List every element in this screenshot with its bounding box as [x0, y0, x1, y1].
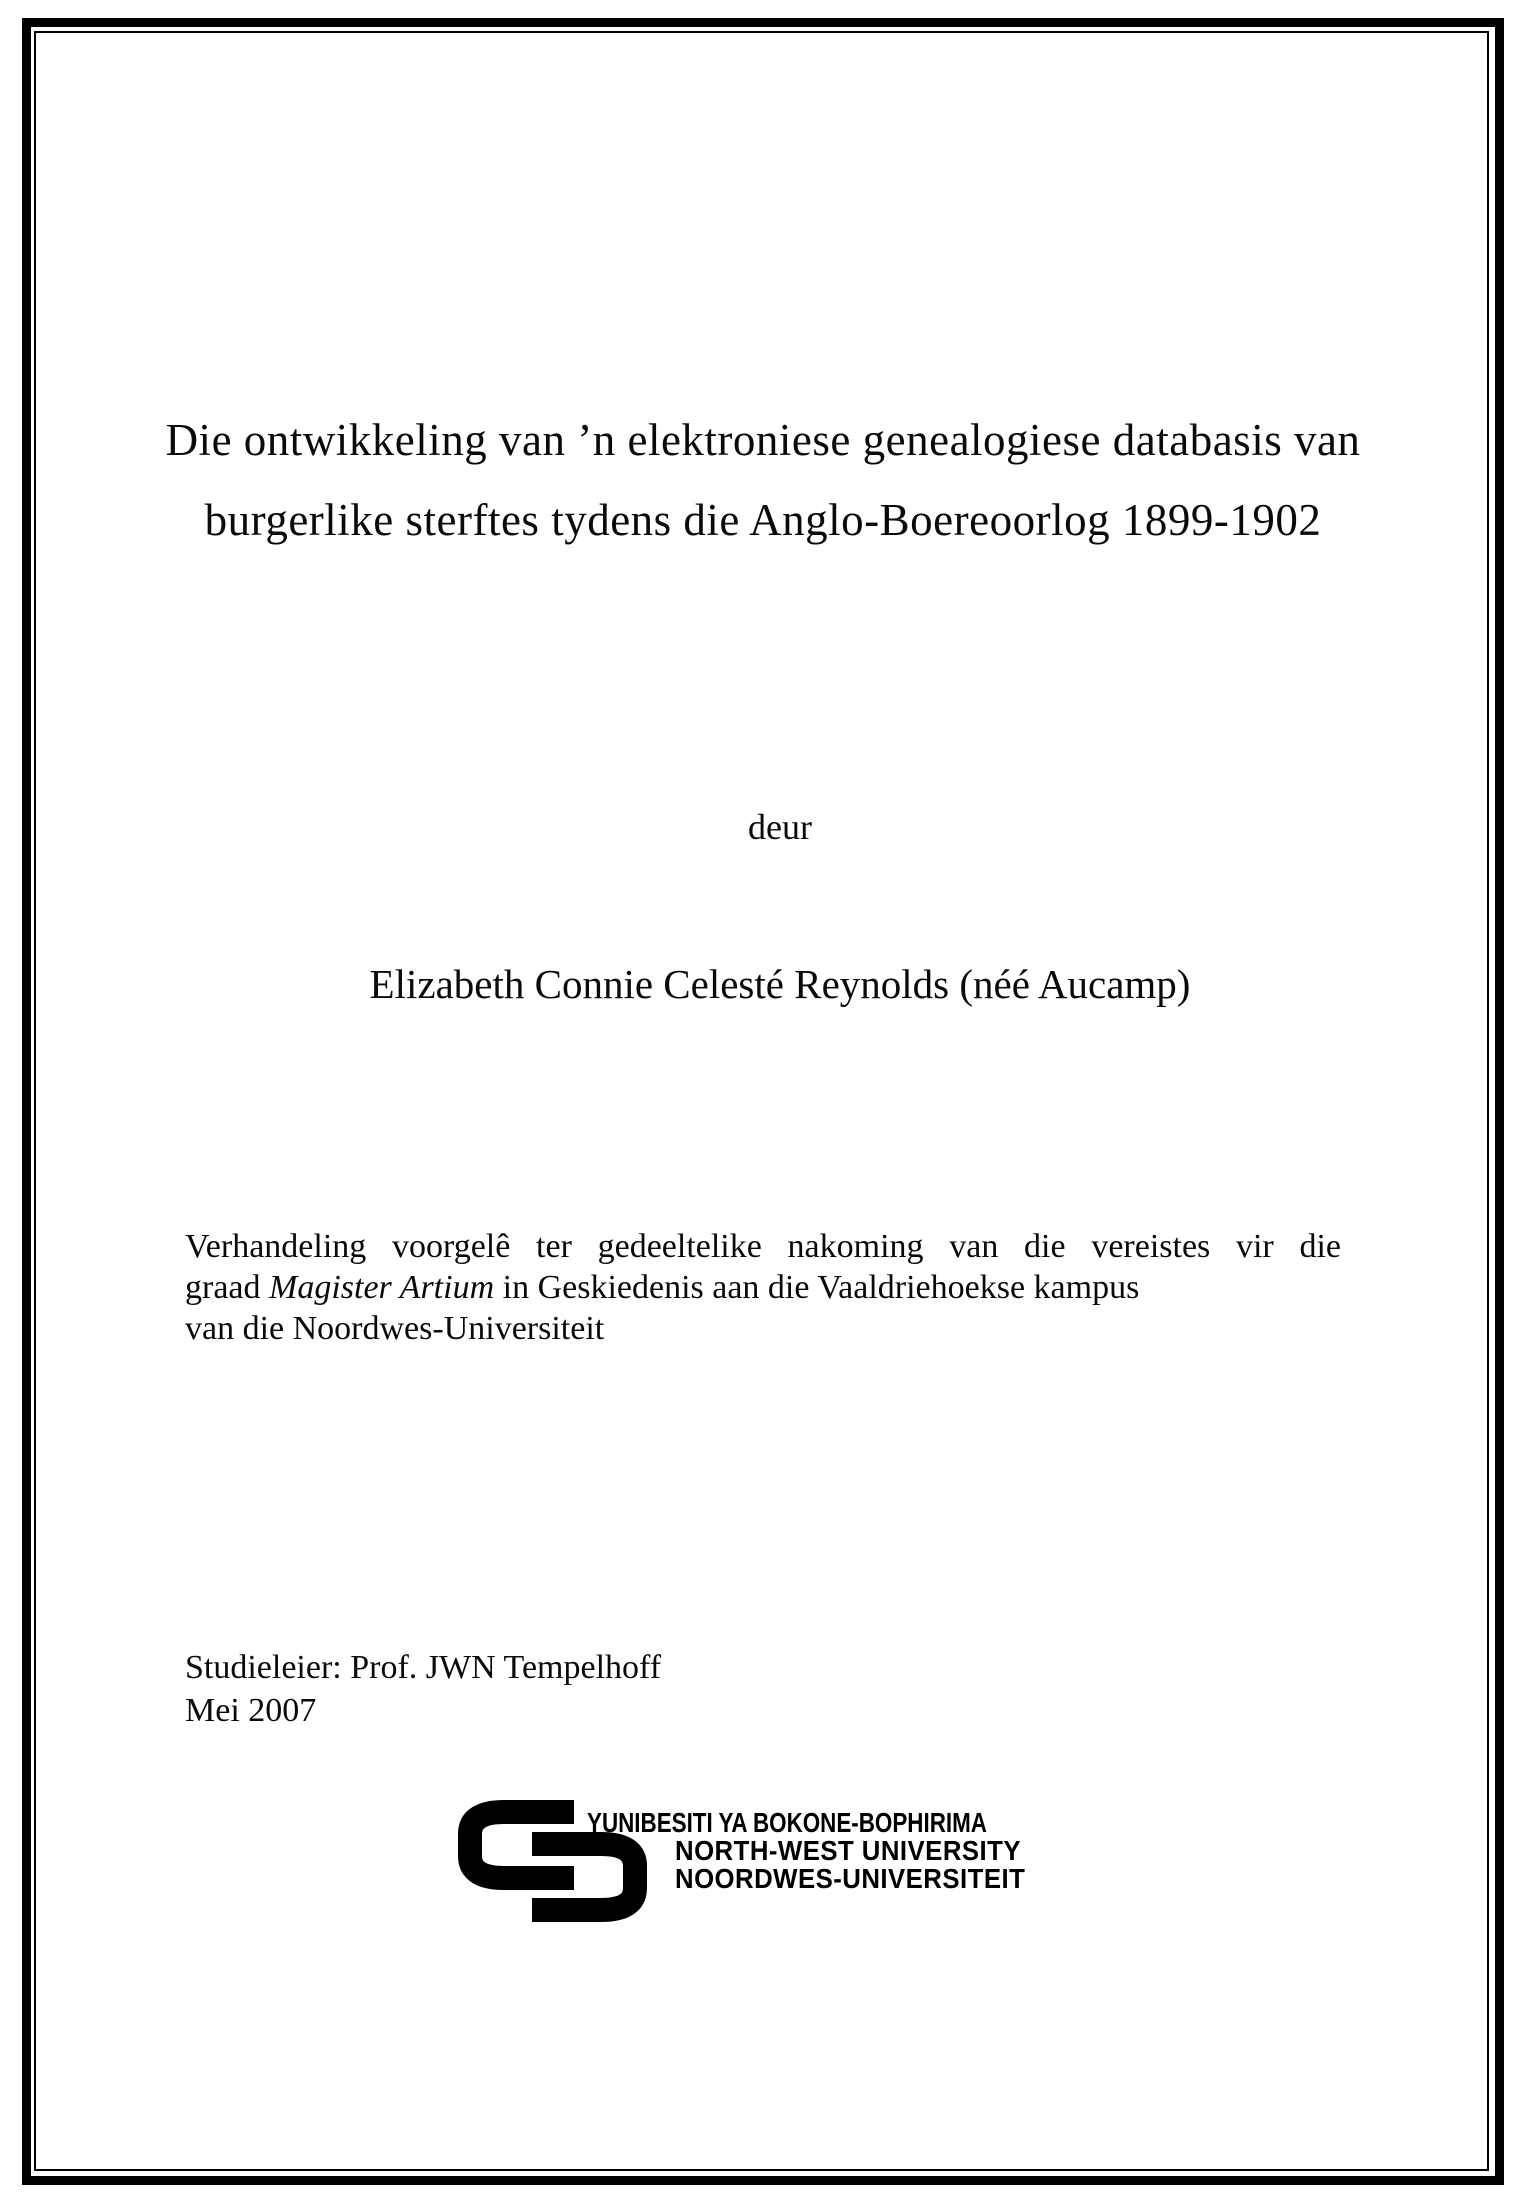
degree-statement-line-1: Verhandeling voorgelê ter gedeeltelike nakoming van die vereistes vir die	[185, 1228, 1341, 1265]
supervisor-line: Studieleier: Prof. JWN Tempelhoff	[185, 1649, 662, 1686]
university-logo	[456, 1799, 1087, 1925]
author-name: Elizabeth Connie Celesté Reynolds (néé Aucamp)	[369, 961, 1191, 1007]
degree-name-italic: Magister Artium	[269, 1269, 495, 1306]
logo-text-english: NORTH-WEST UNIVERSITY	[675, 1835, 1021, 1866]
logo-text-afrikaans: NOORDWES-UNIVERSITEIT	[675, 1863, 1026, 1894]
degree-statement-line-3: van die Noordwes-Universiteit	[185, 1310, 605, 1347]
title-line-2: burgerlike sterftes tydens die Anglo-Boereoorlog 1899-1902	[204, 495, 1322, 545]
date-line: Mei 2007	[185, 1692, 317, 1729]
title-line-1: Die ontwikkeling van ’n elektroniese genealogiese databasis van	[165, 415, 1361, 465]
logo-text-setswana: YUNIBESITI YA BOKONE-BOPHIRIMA	[587, 1807, 987, 1838]
thesis-title	[165, 400, 1361, 560]
degree-statement	[185, 1226, 1341, 1349]
degree-statement-line-2	[185, 1267, 1341, 1308]
degree-statement-line-2-prefix: graad	[185, 1269, 270, 1306]
degree-statement-line-2-suffix: in Geskiedenis aan die Vaaldriehoekse kampus	[494, 1269, 1140, 1306]
supervisor-block	[185, 1646, 661, 1732]
byline-preposition: deur	[748, 807, 812, 847]
university-logo-text	[587, 1809, 1087, 1893]
